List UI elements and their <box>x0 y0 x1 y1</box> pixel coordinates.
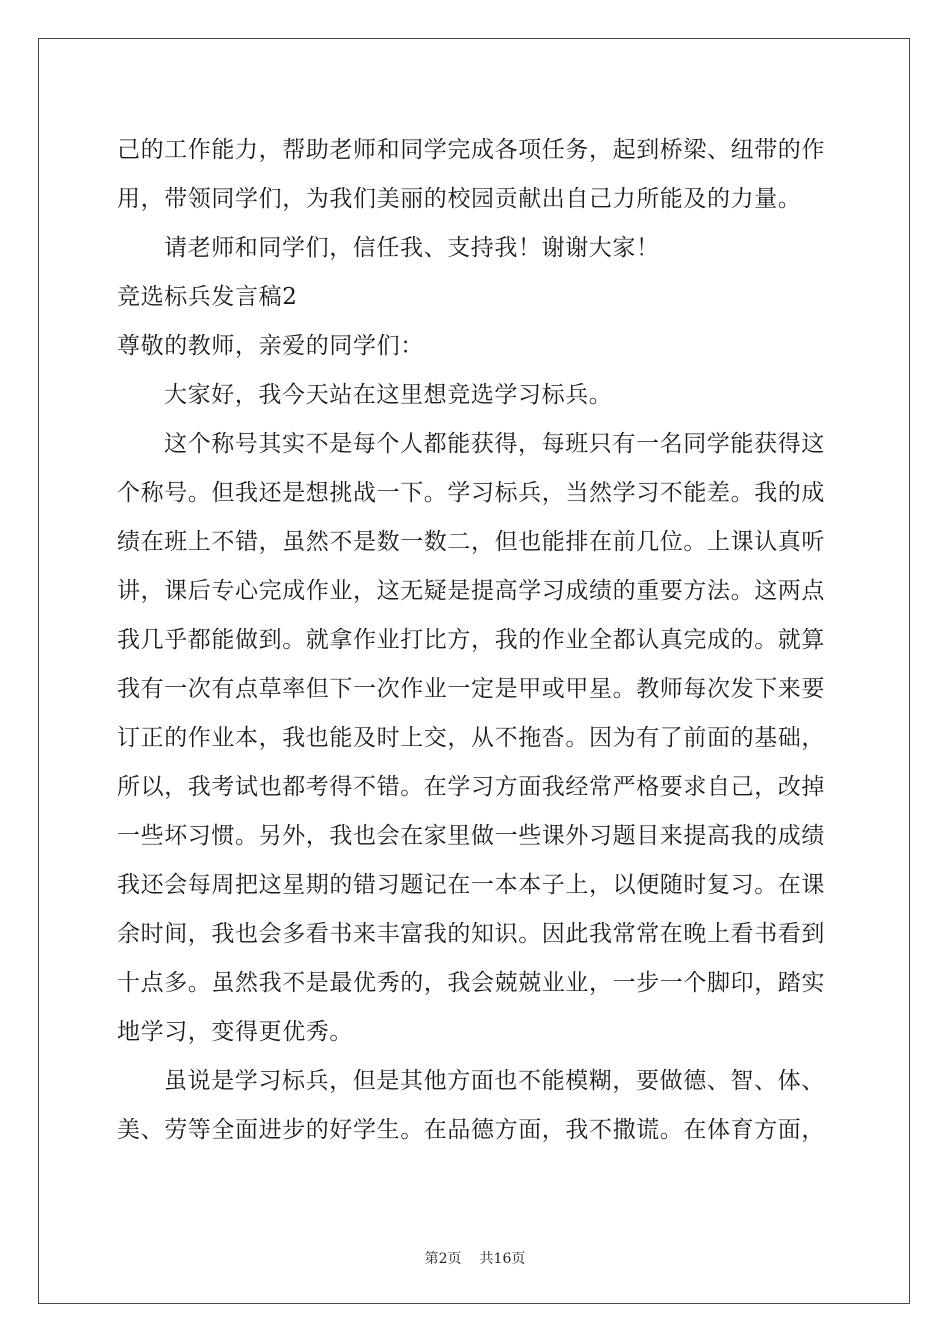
text-line: 订正的作业本，我也能及时上交，从不拖沓。因为有了前面的基础， <box>117 725 825 751</box>
text-line: 我有一次有点草率但下一次作业一定是甲或甲星。教师每次发下来要 <box>117 676 825 702</box>
text-line: 所以，我考试也都考得不错。在学习方面我经常严格要求自己，改掉 <box>117 774 825 800</box>
salutation: 尊敬的教师，亲爱的同学们： <box>117 333 424 359</box>
text-line: 用，带领同学们，为我们美丽的校园贡献出自己力所能及的力量。 <box>117 186 802 212</box>
text-line: 我几乎都能做到。就拿作业打比方，我的作业全都认真完成的。就算 <box>117 627 825 653</box>
text-line: 余时间，我也会多看书来丰富我的知识。因此我常常在晚上看书看到 <box>117 921 825 947</box>
text-line: 绩在班上不错，虽然不是数一数二，但也能排在前几位。上课认真听 <box>117 529 825 555</box>
page-footer <box>0 1248 950 1268</box>
text-line: 十点多。虽然我不是最优秀的，我会兢兢业业，一步一个脚印，踏实 <box>117 970 825 996</box>
text-line: 一些坏习惯。另外，我也会在家里做一些课外习题目来提高我的成绩 <box>117 823 825 849</box>
text-line: 这个称号其实不是每个人都能获得，每班只有一名同学能获得这 <box>164 431 825 457</box>
text-line: 讲，课后专心完成作业，这无疑是提高学习成绩的重要方法。这两点 <box>117 578 825 604</box>
page-number: 第2页 <box>424 1251 462 1267</box>
text-line: 个称号。但我还是想挑战一下。学习标兵，当然学习不能差。我的成 <box>117 480 825 506</box>
text-line: 我还会每周把这星期的错习题记在一本本子上，以便随时复习。在课 <box>117 872 825 898</box>
document-body <box>117 126 833 1155</box>
section-heading: 竞选标兵发言稿2 <box>117 284 298 310</box>
text-line: 地学习，变得更优秀。 <box>117 1019 353 1045</box>
text-line: 美、劳等全面进步的好学生。在品德方面，我不撒谎。在体育方面， <box>117 1117 825 1143</box>
text-line: 大家好，我今天站在这里想竞选学习标兵。 <box>164 382 613 408</box>
text-line: 己的工作能力，帮助老师和同学完成各项任务，起到桥梁、纽带的作 <box>117 137 825 163</box>
text-line: 请老师和同学们，信任我、支持我！谢谢大家！ <box>164 235 660 261</box>
page-total: 共16页 <box>479 1251 526 1267</box>
text-line: 虽说是学习标兵，但是其他方面也不能模糊，要做德、智、体、 <box>164 1068 825 1094</box>
